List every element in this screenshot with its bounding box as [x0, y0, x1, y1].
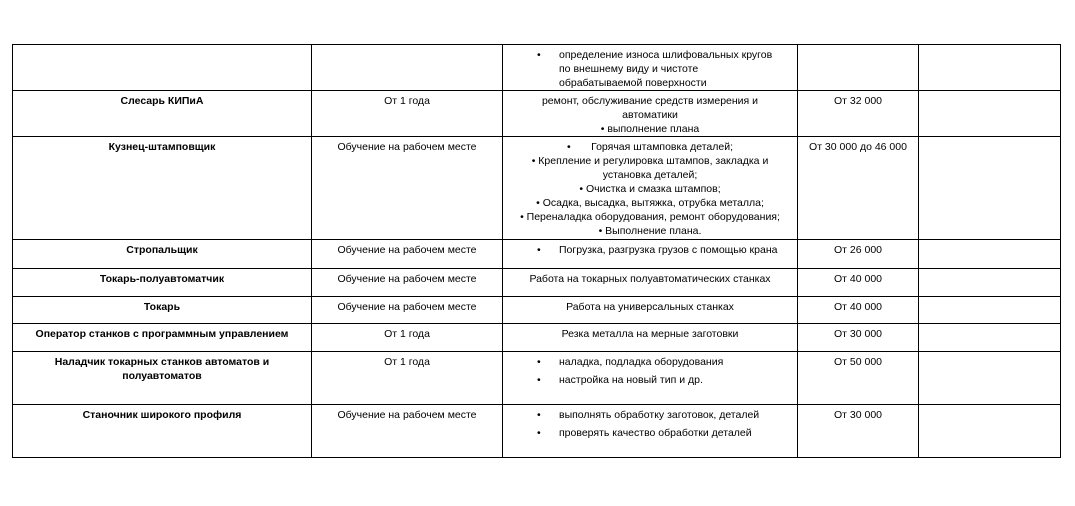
empty-cell: [919, 91, 1061, 137]
position-cell: Оператор станков с программным управлением: [13, 324, 312, 352]
bullet-icon: •: [537, 356, 541, 368]
duty-line: [507, 122, 793, 136]
duty-text: Резка металла на мерные заготовки: [561, 328, 739, 340]
duty-line: [507, 272, 793, 286]
duty-text: наладка, подладка оборудования: [559, 356, 724, 368]
duty-line: [507, 94, 793, 108]
duty-line: [507, 300, 793, 314]
table-row: [13, 240, 1061, 269]
duty-line: [507, 154, 793, 168]
duty-line: [507, 426, 793, 440]
duty-line: [507, 224, 793, 238]
position-cell: Слесарь КИПиА: [13, 91, 312, 137]
duty-line: [507, 373, 793, 387]
position-cell: Кузнец-штамповщик: [13, 137, 312, 240]
duty-text: Работа на универсальных станках: [566, 301, 734, 313]
bullet-icon: •: [537, 49, 541, 61]
table-row: [13, 269, 1061, 297]
bullet-icon: •: [520, 211, 527, 223]
duties-cell: [503, 269, 798, 297]
table-row: [13, 45, 1061, 91]
duties-cell: [503, 352, 798, 405]
experience-cell: От 1 года: [312, 352, 503, 405]
empty-cell: [919, 405, 1061, 458]
duty-line: [507, 62, 793, 76]
duty-line: [507, 182, 793, 196]
bullet-icon: •: [537, 374, 541, 386]
salary-cell: От 30 000 до 46 000: [798, 137, 919, 240]
duties-cell: [503, 297, 798, 324]
empty-cell: [919, 324, 1061, 352]
duty-line: [507, 140, 793, 154]
position-cell: Наладчик токарных станков автоматов и полуавтоматов: [13, 352, 312, 405]
position-cell: Токарь-полуавтоматчик: [13, 269, 312, 297]
salary-cell: От 32 000: [798, 91, 919, 137]
duty-line: [507, 355, 793, 369]
salary-cell: От 30 000: [798, 405, 919, 458]
duties-cell: [503, 324, 798, 352]
duty-text: Погрузка, разгрузка грузов с помощью крана: [559, 244, 778, 256]
empty-cell: [919, 352, 1061, 405]
table-row: [13, 352, 1061, 405]
duty-text: Очистка и смазка штампов;: [585, 183, 721, 195]
salary-cell: От 40 000: [798, 269, 919, 297]
empty-cell: [919, 297, 1061, 324]
experience-cell: [312, 45, 503, 91]
duties-cell: [503, 45, 798, 91]
position-cell: Станочник широкого профиля: [13, 405, 312, 458]
bullet-icon: •: [536, 197, 543, 209]
duty-text: Осадка, высадка, вытяжка, отрубка металла;: [542, 197, 764, 209]
duty-text: проверять качество обработки деталей: [559, 427, 752, 439]
experience-cell: Обучение на рабочем месте: [312, 405, 503, 458]
duty-line: [507, 408, 793, 422]
experience-cell: От 1 года: [312, 324, 503, 352]
bullet-icon: •: [537, 427, 541, 439]
duty-text: ремонт, обслуживание средств измерения и: [541, 95, 759, 107]
salary-cell: От 26 000: [798, 240, 919, 269]
salary-cell: [798, 45, 919, 91]
position-cell: Токарь: [13, 297, 312, 324]
duties-cell: [503, 91, 798, 137]
table-row: [13, 137, 1061, 240]
bullet-icon: •: [600, 123, 608, 135]
duty-line: [507, 327, 793, 341]
table-row: [13, 324, 1061, 352]
duties-cell: [503, 240, 798, 269]
experience-cell: Обучение на рабочем месте: [312, 240, 503, 269]
experience-cell: Обучение на рабочем месте: [312, 297, 503, 324]
empty-cell: [919, 137, 1061, 240]
duty-text: Крепление и регулировка штампов, закладка и: [538, 155, 769, 167]
empty-cell: [919, 269, 1061, 297]
table-body: [13, 45, 1061, 458]
empty-cell: [919, 240, 1061, 269]
duty-text: установка деталей;: [602, 169, 698, 181]
empty-cell: [919, 45, 1061, 91]
duty-text: автоматики: [622, 109, 678, 121]
vacancies-table: [12, 44, 1061, 458]
duty-text: Горячая штамповка деталей;: [591, 141, 733, 153]
duty-text: выполнение плана: [607, 123, 700, 135]
salary-cell: От 40 000: [798, 297, 919, 324]
duty-text: обрабатываемой поверхности: [559, 77, 707, 89]
bullet-icon: •: [579, 183, 586, 195]
table-row: [13, 297, 1061, 324]
duties-cell: [503, 137, 798, 240]
duty-line: [507, 168, 793, 182]
duty-text: по внешнему виду и чистоте: [559, 63, 699, 75]
experience-cell: Обучение на рабочем месте: [312, 269, 503, 297]
duty-line: [507, 48, 793, 62]
bullet-icon: •: [537, 409, 541, 421]
experience-cell: Обучение на рабочем месте: [312, 137, 503, 240]
duty-text: настройка на новый тип и др.: [559, 374, 703, 386]
duties-cell: [503, 405, 798, 458]
duty-text: Переналадка оборудования, ремонт оборудования;: [526, 211, 780, 223]
duty-line: [507, 243, 793, 257]
salary-cell: От 50 000: [798, 352, 919, 405]
duty-text: Выполнение плана.: [605, 225, 702, 237]
duty-line: [507, 76, 793, 90]
bullet-icon: •: [531, 155, 539, 167]
salary-cell: От 30 000: [798, 324, 919, 352]
bullet-icon: •: [537, 244, 541, 256]
table-row: [13, 405, 1061, 458]
duty-line: [507, 196, 793, 210]
position-cell: [13, 45, 312, 91]
duty-text: определение износа шлифовальных кругов: [559, 49, 773, 61]
experience-cell: От 1 года: [312, 91, 503, 137]
duty-text: выполнять обработку заготовок, деталей: [559, 409, 760, 421]
bullet-icon: •: [566, 141, 592, 153]
bullet-icon: •: [598, 225, 606, 237]
position-cell: Стропальщик: [13, 240, 312, 269]
table-row: [13, 91, 1061, 137]
duty-text: Работа на токарных полуавтоматических станках: [529, 273, 771, 285]
duty-line: [507, 108, 793, 122]
duty-line: [507, 210, 793, 224]
